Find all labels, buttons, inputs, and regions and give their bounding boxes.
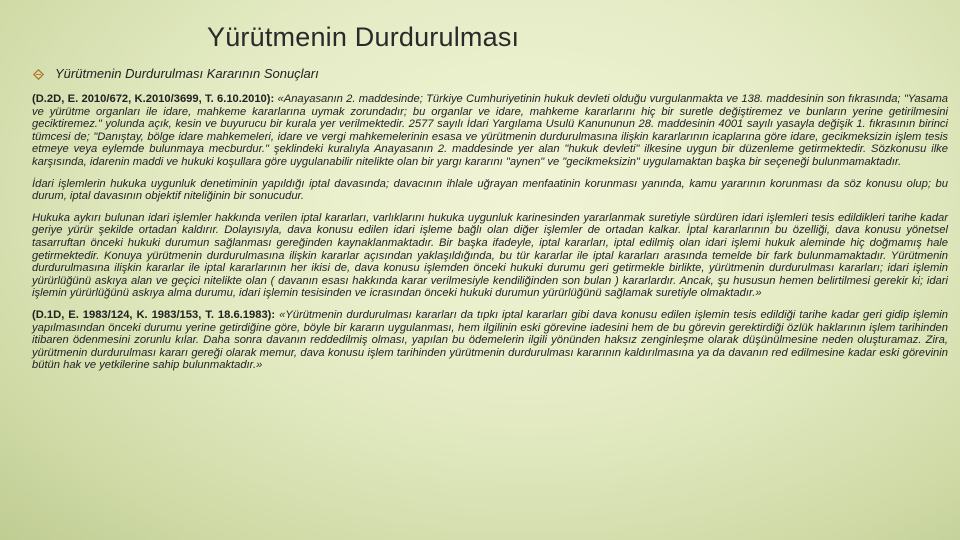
subtitle-row — [33, 66, 319, 81]
decision-quote: «Anayasanın 2. maddesinde; Türkiye Cumhuriyetinin hukuk devleti olduğu vurgulanmakta ve 138. maddesinin son fıkrasında; "Yasama ve yürütme organları ile idare, mahkeme kararlarına uymak zorundadır; bu organlar ve idare, mahkeme kararlarını hiç bir suretle değiştiremez ve bunların yerine getirilmesini geciktiremez." yolunda açık, kesin ve buyurucu bir kurala yer verilmektedir. 2577 sayılı İdari Yargılama Usulü Kanununun 28. maddesinin 4001 sayılı yasayla değişik 1. fıkrasının birinci tümcesi de; "Danıştay, bölge idare mahkemeleri, idare ve vergi mahkemelerinin esasa ve yürütmenin durdurulmasına ilişkin kararlarının icaplarına göre idare, gecikmeksizin işlem tesis etmeye veya eylemde bulunmaya mecburdur." şeklindeki kuralıyla Anayasanın 2. maddesinde yer alan "hukuk devleti" ilkesine uygun bir düzenleme getirmektedir. Sözkonusu ilke karşısında, idarenin maddi ve hukuki koşullara göre uygulanabilir nitelikte olan bir yargı kararını "aynen" ve "gecikmeksizin" uygulamaktan başka bir seçeneği bulunmamaktadır. — [32, 93, 948, 168]
body-text — [32, 93, 948, 381]
diamond-outline-icon — [33, 69, 43, 79]
paragraph-court-decision-1 — [32, 93, 948, 169]
paragraph-annulment-effects — [32, 212, 948, 300]
paragraph-annulment-review — [32, 178, 948, 203]
paragraph-text: İdari işlemlerin hukuka uygunluk denetiminin yapıldığı iptal davasında; davacının ihlale uğrayan menfaatinin korunması yanında, kamu yararının korunması da söz konusu olup; bu durum, iptal davasının objektif niteliğinin bir sonucudur. — [32, 177, 948, 203]
decision-reference: (D.1D, E. 1983/124, K. 1983/153, T. 18.6.1983): — [32, 308, 276, 321]
decision-reference: (D.2D, E. 2010/672, K.2010/3699, T. 6.10.2010): — [32, 93, 275, 105]
paragraph-text: Hukuka aykırı bulunan idari işlemler hakkında verilen iptal kararları, varlıklarını hukuka uygunluk karinesinden yararlanmak suretiyle sürdüren idari işlemleri tesis edildikleri tarihe kadar geriye yürür şekilde ortadan kaldırır. Dolayısıyla, dava konusu edilen idari işleme bağlı olan diğer işlemler de ortadan kalkar. İptal kararlarının bu özelliği, dava konusu yönetsel tasarruftan önceki hukuki durumun sağlanması gereğinden kaynaklanmaktadır. Bir başka ifadeyle, iptal kararları, iptal edilmiş olan idari işlemi hukuk aleminde hiç doğmamış hale getirmektedir. Konuya yürütmenin durdurulmasına ilişkin kararlar açısından yaklaşıldığında, bu tür kararlar ile iptal kararları arasında temelde bir fark bulunmamaktadır. Yürütmenin durdurulmasına ilişkin kararlar ile iptal kararlarının her ikisi de, dava konusu işlemden önceki hukuki durumu geri getirmekle birlikte, yürütmenin durdurulması kararları; idari işlemin yürürlüğünü askıya alan ve geçici nitelikte olan ( davanın esası hakkında karar verilmesiyle kendiliğinden son bulan ) kararlardır. Ancak, şu hususun hemen belirtilmesi gerekir ki; idari işlemin yürürlüğünü askıya alma durumu, idari işlemin tesisinden ve icrasından önceki hukuki durumun yürürlüğünü sağlamak suretiyle olmaktadır.» — [32, 211, 948, 300]
paragraph-court-decision-2 — [32, 309, 948, 372]
slide-title: Yürütmenin Durdurulması — [207, 22, 520, 52]
slide-subtitle: Yürütmenin Durdurulması Kararının Sonuçları — [55, 66, 319, 81]
decision-quote: «Yürütmenin durdurulması kararları da tıpkı iptal kararları gibi dava konusu edilen işlemin tesis edildiği tarihe kadar geri gidip işlemin yapılmasından önceki durumu yerine getirdiğine göre, böyle bir kararın uygulanması, hem ilgilinin eski görevine iadesini hem de bu görevin gerektirdiği özlük haklarının işlem tarihinden itibaren ödenmesini zorunlu kılar. Daha sonra davanın reddedilmiş olması, yapılan bu ödemelerin ilgili yönünden haksız zenginleşme olarak düşünülmesine neden oluşturamaz. Zira, yürütmenin durdurulması kararı gereği olarak memur, dava konusu işlem tarihinden yürütmenin durdurulması kararının kaldırılmasına ya da davanın red edilmesine kadar eski görevinin bütün hak ve yetkilerine sahip bulunmaktadır.» — [32, 308, 949, 372]
